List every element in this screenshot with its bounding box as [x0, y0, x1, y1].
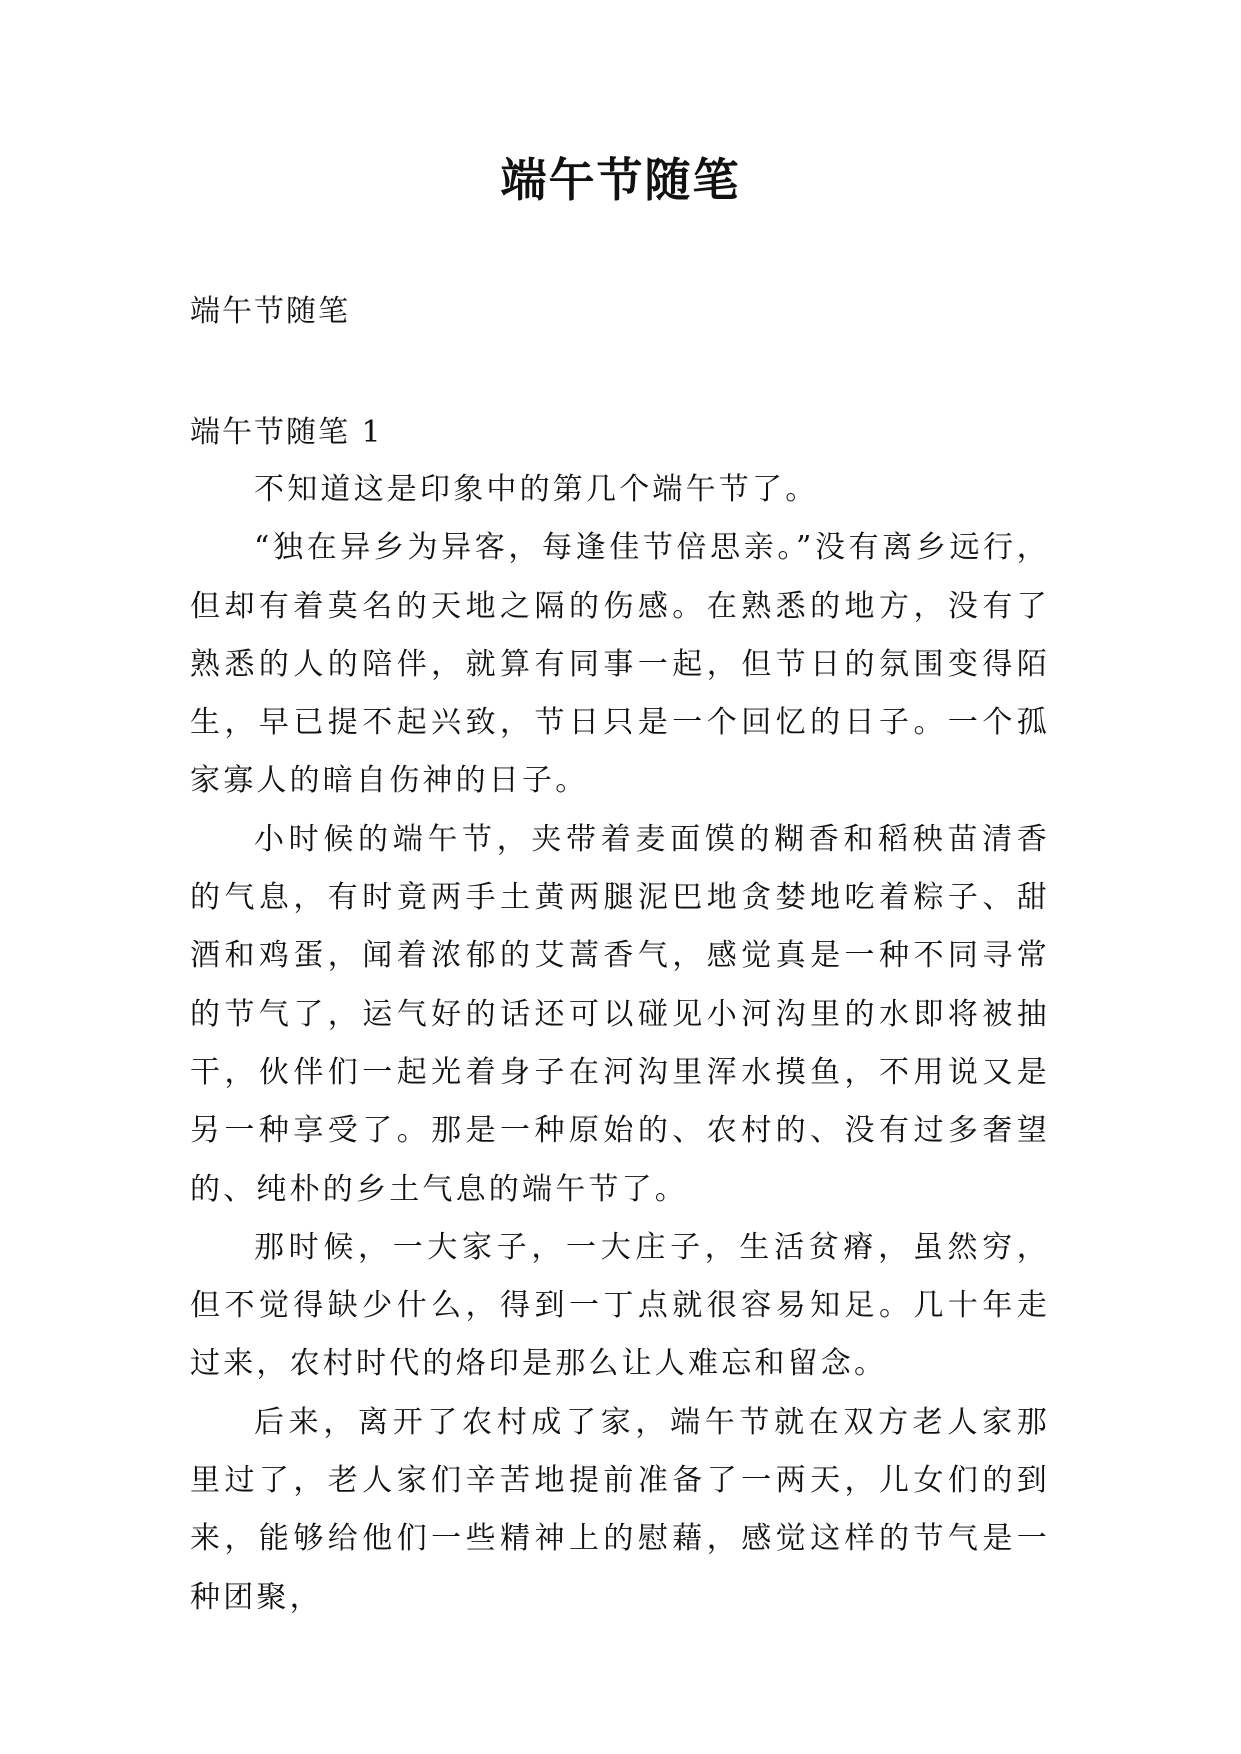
paragraph-4: 那时候，一大家子，一大庄子，生活贫瘠，虽然穷，但不觉得缺少什么，得到一丁点就很容易知足。几十年走过来，农村时代的烙印是那么让人难忘和留念。	[190, 1229, 1050, 1382]
document-title: 端午节随笔	[500, 153, 741, 207]
document-subtitle: 端午节随笔	[190, 294, 350, 329]
paragraph-2: “独在异乡为异客，每逢佳节倍思亲。”没有离乡远行，但却有着莫名的天地之隔的伤感。在熟悉的地方，没有了熟悉的人的陪伴，就算有同事一起，但节日的氛围变得陌生，早已提不起兴致，节日只是一个回忆的日子。一个孤家寡人的暗自伤神的日子。	[190, 530, 1050, 799]
paragraph-1: 不知道这是印象中的第几个端午节了。	[254, 472, 819, 507]
document-body	[190, 405, 1050, 1627]
section-heading: 端午节随笔 1	[190, 415, 383, 450]
paragraph-5: 后来，离开了农村成了家，端午节就在双方老人家那里过了，老人家们辛苦地提前准备了一两天，儿女们的到来，能够给他们一些精神上的慰藉，感觉这样的节气是一种团聚，	[190, 1404, 1050, 1615]
paragraph-3: 小时候的端午节，夹带着麦面馍的糊香和稻秧苗清香的气息，有时竟两手土黄两腿泥巴地贪婪地吃着粽子、甜酒和鸡蛋，闻着浓郁的艾蒿香气，感觉真是一种不同寻常的节气了，运气好的话还可以碰见小河沟里的水即将被抽干，伙伴们一起光着身子在河沟里浑水摸鱼，不用说又是另一种享受了。那是一种原始的、农村的、没有过多奢望的、纯朴的乡土气息的端午节了。	[190, 821, 1050, 1207]
